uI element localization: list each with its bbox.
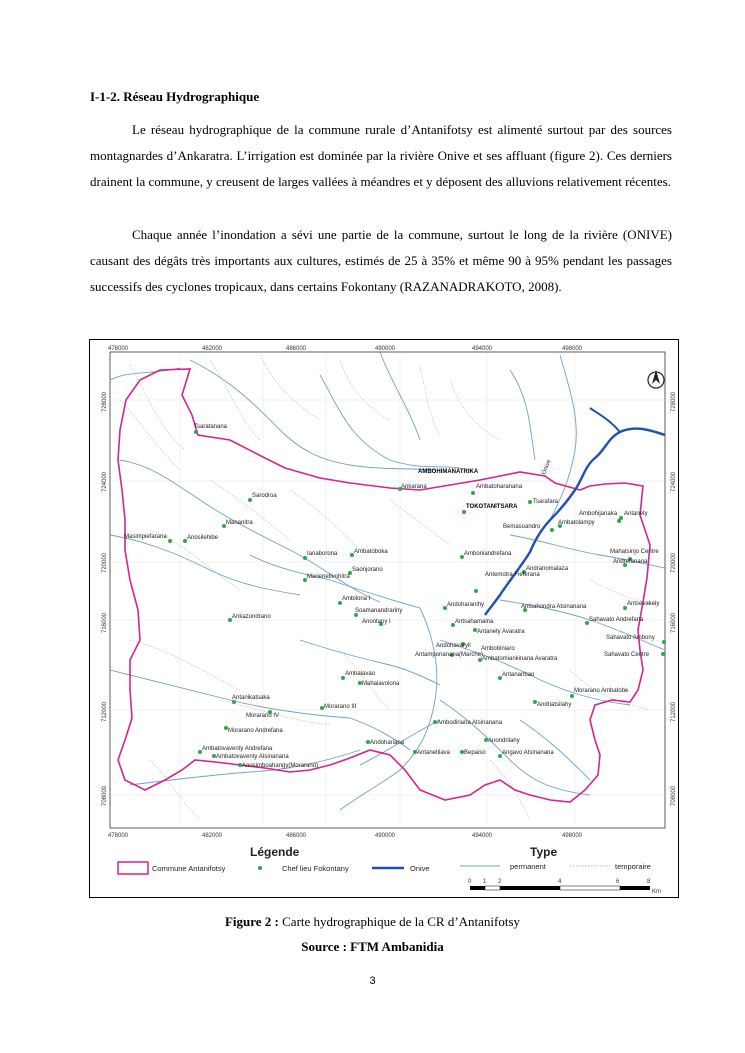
- place-label: Ambatovaventy Andrefana: [202, 746, 273, 752]
- figure-source: Source : FTM Ambanidia: [301, 939, 444, 954]
- place-label: Sahavato Centre: [604, 652, 650, 658]
- place-label: Antanikatsaka: [232, 695, 270, 701]
- legend-point-swatch: [258, 866, 262, 870]
- place-label: Tsarafara: [533, 499, 559, 505]
- place-label: Ambalavao: [345, 671, 376, 677]
- place-label: Antsahamaina: [455, 619, 494, 625]
- place-label: Ambatovaventy Atsinanana: [216, 754, 289, 760]
- place-label: Andrefanana: [613, 559, 648, 565]
- place-label: Ambohijanaka: [579, 511, 618, 517]
- place-label: Morarano Ambatobe: [574, 688, 629, 694]
- scale-label: 4: [558, 879, 562, 885]
- place-label: Ambatoharanana: [476, 484, 523, 490]
- y-coord-left: 708000: [102, 785, 108, 806]
- place-label: Antanety: [624, 511, 648, 517]
- figure-caption: Figure 2 : Carte hydrographique de la CR d’Antanifotsy: [224, 914, 521, 929]
- place-label: Andohavaryll: [436, 643, 471, 649]
- legend-onive: Onive: [410, 864, 430, 873]
- x-coord-top: 478000: [108, 346, 129, 352]
- place-label: Angavo Atsinanana: [502, 750, 554, 756]
- place-label: Antananbao: [502, 672, 535, 678]
- place-label: Ambobiniaro: [481, 646, 515, 652]
- place-label: Antsahondra Atsinanana: [521, 604, 587, 610]
- y-coord-right: 720000: [671, 552, 677, 573]
- place-label: Tsaratanana: [194, 424, 228, 430]
- legend-commune: Commune Antanifotsy: [152, 864, 226, 873]
- place-label: Antanetilava: [417, 750, 451, 756]
- onive-label: Onive: [541, 458, 553, 476]
- type-title: Type: [530, 845, 558, 859]
- place-label: Bepaiso: [464, 750, 486, 756]
- place-label: Anondrilahy: [488, 738, 520, 744]
- x-coord-top: 494000: [472, 346, 493, 352]
- x-coord-top: 490000: [375, 346, 396, 352]
- x-coord-bottom: 478000: [108, 833, 129, 839]
- place-label: Sahavato Andrefana: [589, 617, 644, 623]
- place-label: Antanety Avaratra: [477, 629, 525, 635]
- place-label: Ambodiriana Atsinanana: [437, 720, 503, 726]
- y-coord-right: 724000: [671, 471, 677, 492]
- place-label: Andriatsilahy: [537, 702, 572, 708]
- hydrographic-map-figure: [89, 339, 679, 898]
- place-label: AMBOHIMANATRIKA: [418, 469, 479, 475]
- place-label: Ankazondrano: [232, 614, 271, 620]
- y-coord-right: 708000: [671, 785, 677, 806]
- place-label: Ambatoboka: [354, 549, 388, 555]
- x-coord-bottom: 486000: [286, 833, 307, 839]
- place-label: Anosilehibe: [187, 535, 219, 541]
- scale-label: 1: [483, 879, 487, 885]
- y-coord-right: 728000: [671, 391, 677, 412]
- scale-label: 6: [616, 879, 620, 885]
- place-label: Antamponanana(Marche): [415, 652, 484, 658]
- scale-bar: [468, 879, 661, 895]
- place-label: Sarodroa: [252, 493, 277, 499]
- place-label: Bemasoandro: [503, 524, 541, 530]
- place-label: Ambilona I: [342, 596, 371, 602]
- x-coord-top: 498000: [562, 346, 583, 352]
- place-label: Sahavato Ambony: [606, 635, 655, 641]
- place-label: Morarano IV: [246, 713, 280, 719]
- place-label: Andohariana: [370, 740, 405, 746]
- legend-chef-lieu: Chef lieu Fokontany: [282, 864, 349, 873]
- x-coord-bottom: 490000: [375, 833, 396, 839]
- legend-permanent: permanent: [510, 862, 546, 871]
- place-label: Ambatolampy: [558, 520, 595, 526]
- y-coord-left: 724000: [102, 471, 108, 492]
- place-label: Morarano Andrefana: [228, 728, 283, 734]
- map-legend: [118, 845, 651, 874]
- place-label: Saonjorano: [352, 567, 383, 573]
- scale-label: 2: [498, 879, 502, 885]
- y-coord-left: 716000: [102, 612, 108, 633]
- place-label: Soamanandrariny: [355, 608, 403, 614]
- section-heading: I-1-2. Réseau Hydrographique: [90, 89, 260, 104]
- place-label: Amboniandrefana: [464, 551, 512, 557]
- place-label: Ambatomiankinana Avaratra: [482, 656, 558, 662]
- place-label: Anosimboahangy(Morarano): [242, 763, 319, 769]
- legend-temporaire: temporaire: [615, 862, 651, 871]
- scale-unit: Km: [652, 889, 661, 895]
- place-label: Ianaborona: [307, 551, 338, 557]
- legend-boundary-swatch: [118, 862, 148, 874]
- place-label: Manenetivohitra: [307, 574, 350, 580]
- y-coord-right: 712000: [671, 701, 677, 722]
- scale-label: 0: [468, 879, 472, 885]
- place-label: Andranomalaza: [526, 566, 569, 572]
- x-coord-bottom: 498000: [562, 833, 583, 839]
- place-label: Masimpiefarana: [124, 534, 167, 540]
- y-coord-left: 728000: [102, 391, 108, 412]
- x-coord-top: 486000: [286, 346, 307, 352]
- place-label: Andoharanihy: [447, 602, 485, 608]
- y-coord-left: 712000: [102, 701, 108, 722]
- place-label: Anontany I: [362, 619, 391, 625]
- place-label: Mananitra: [226, 520, 253, 526]
- x-coord-bottom: 482000: [202, 833, 223, 839]
- y-coord-right: 716000: [671, 612, 677, 633]
- paragraph-2: Chaque année l’inondation a sévi une partie de la commune, surtout le long de la rivière (ONIVE) causant des dégâts très importants aux cultures, estimés de 25 à 35% et même 90 à 95% pendant les passages successifs des cyclones tropicaux, dans certains Fokontany (RAZANADRAKOTO, 2008).: [90, 227, 672, 295]
- x-coord-top: 482000: [202, 346, 223, 352]
- place-label: Mahatsinjo Centre: [610, 549, 659, 555]
- scale-label: 8: [647, 879, 651, 885]
- paragraph-1: Le réseau hydrographique de la commune rurale d’Antanifotsy est alimenté surtout par des sources montagnardes d’Ankaratra. L’irrigation est dominée par la rivière Onive et ses affluant (figure 2). Ces derniers drainent la commune, y creusent de larges vallées à méandres et y déposent des alluvions relativement récentes.: [90, 122, 672, 190]
- place-label: Ankarana: [401, 484, 427, 490]
- page-number: 3: [369, 975, 376, 987]
- place-label: Morarano III: [324, 704, 357, 710]
- place-label: Antemotra Fieferana: [485, 572, 540, 578]
- place-label: Antsevakely: [627, 601, 660, 607]
- place-label: Mahalavolona: [362, 681, 400, 687]
- legend-title: Légende: [250, 845, 300, 859]
- y-coord-left: 720000: [102, 552, 108, 573]
- x-coord-bottom: 494000: [472, 833, 493, 839]
- hydrographic-map: [90, 340, 678, 897]
- place-label: TOKOTANITSARA: [466, 504, 518, 510]
